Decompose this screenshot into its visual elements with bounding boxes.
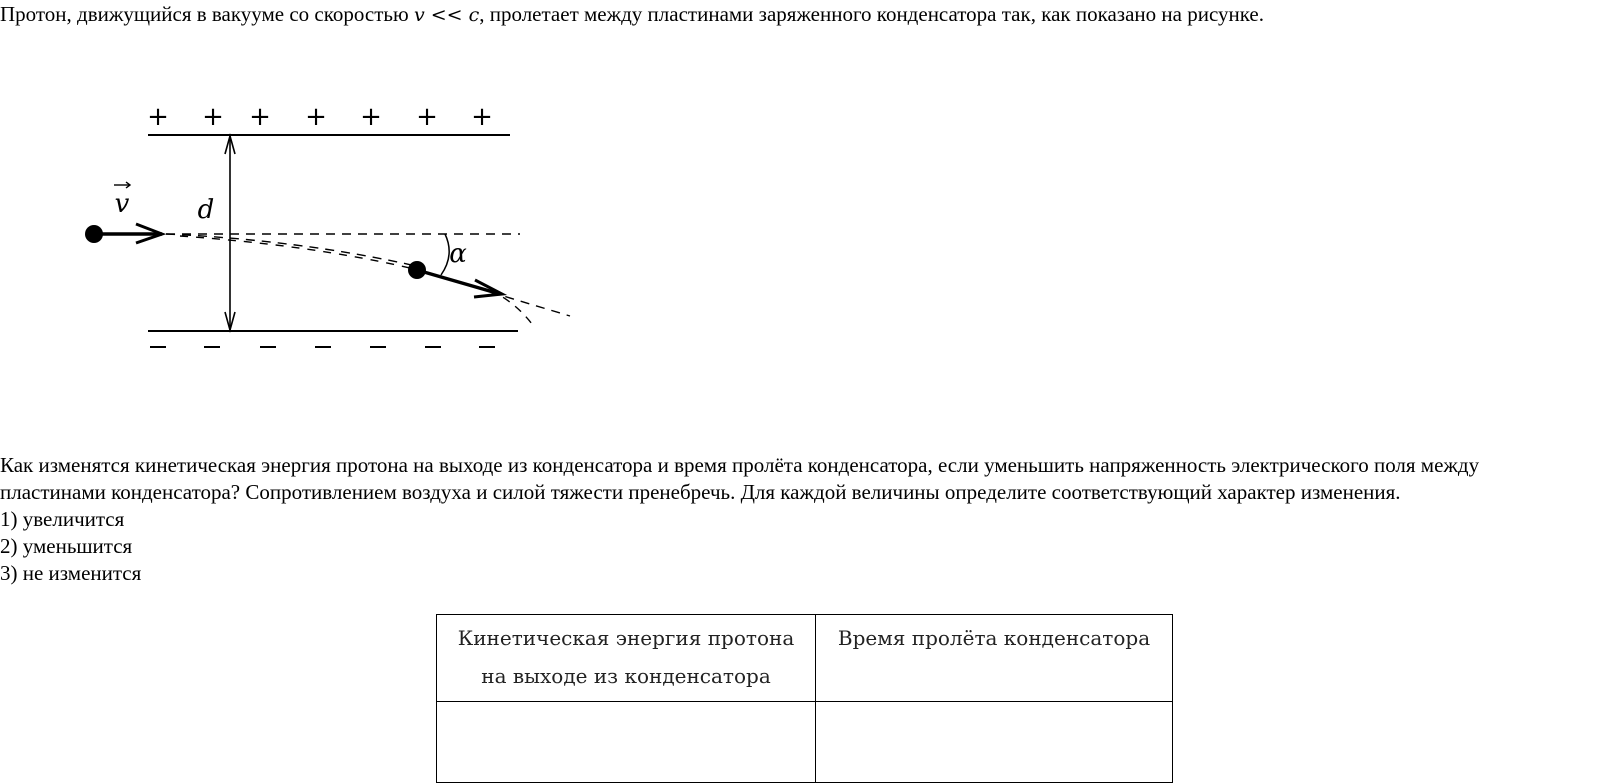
- velocity-vector-arrow: [114, 182, 130, 188]
- answer-table-header: [437, 615, 1173, 702]
- svg-text:+: +: [249, 102, 271, 132]
- question-block: [0, 452, 1590, 587]
- capacitor-diagram: [70, 90, 580, 360]
- intro-before: Протон, движущийся в вакууме со скоростью: [0, 2, 414, 26]
- top-plate-charges: [147, 102, 493, 132]
- trajectory-continued: [180, 236, 410, 268]
- distance-label: d: [197, 195, 215, 225]
- svg-text:+: +: [471, 102, 493, 132]
- angle-arc: [441, 234, 449, 275]
- exit-line: [490, 292, 570, 316]
- answer-table: [436, 614, 1173, 783]
- option-3: 3) не изменится: [0, 561, 142, 585]
- answer-table-row: [437, 702, 1173, 783]
- question-text: Как изменятся кинетическая энергия протона на выходе из конденсатора и время пролёта конденсатора, если уменьшить напряженность электрического поля между пластинами конденсатора? Сопротивлением воздуха и силой тяжести пренебречь. Для каждой величины определите соответствующий характер изменения.: [0, 453, 1480, 504]
- svg-text:+: +: [360, 102, 382, 132]
- svg-text:+: +: [305, 102, 327, 132]
- intro-text: [0, 0, 1264, 29]
- velocity-label: v: [114, 189, 130, 219]
- angle-label: α: [449, 239, 467, 269]
- intro-after: , пролетает между пластинами заряженного конденсатора так, как показано на рисунке.: [479, 2, 1264, 26]
- answer-flight-time[interactable]: [816, 702, 1173, 783]
- option-2: 2) уменьшится: [0, 534, 133, 558]
- answer-kinetic-energy[interactable]: [437, 702, 816, 783]
- svg-text:+: +: [202, 102, 224, 132]
- intro-math: v << c: [413, 4, 480, 26]
- option-1: 1) увеличится: [0, 507, 125, 531]
- svg-text:+: +: [416, 102, 438, 132]
- header-kinetic-energy: Кинетическая энергия протона на выходе из конденсатора: [437, 615, 816, 702]
- svg-text:+: +: [147, 102, 169, 132]
- distance-arrow: [225, 136, 235, 330]
- header-flight-time: Время пролёта конденсатора: [816, 615, 1173, 702]
